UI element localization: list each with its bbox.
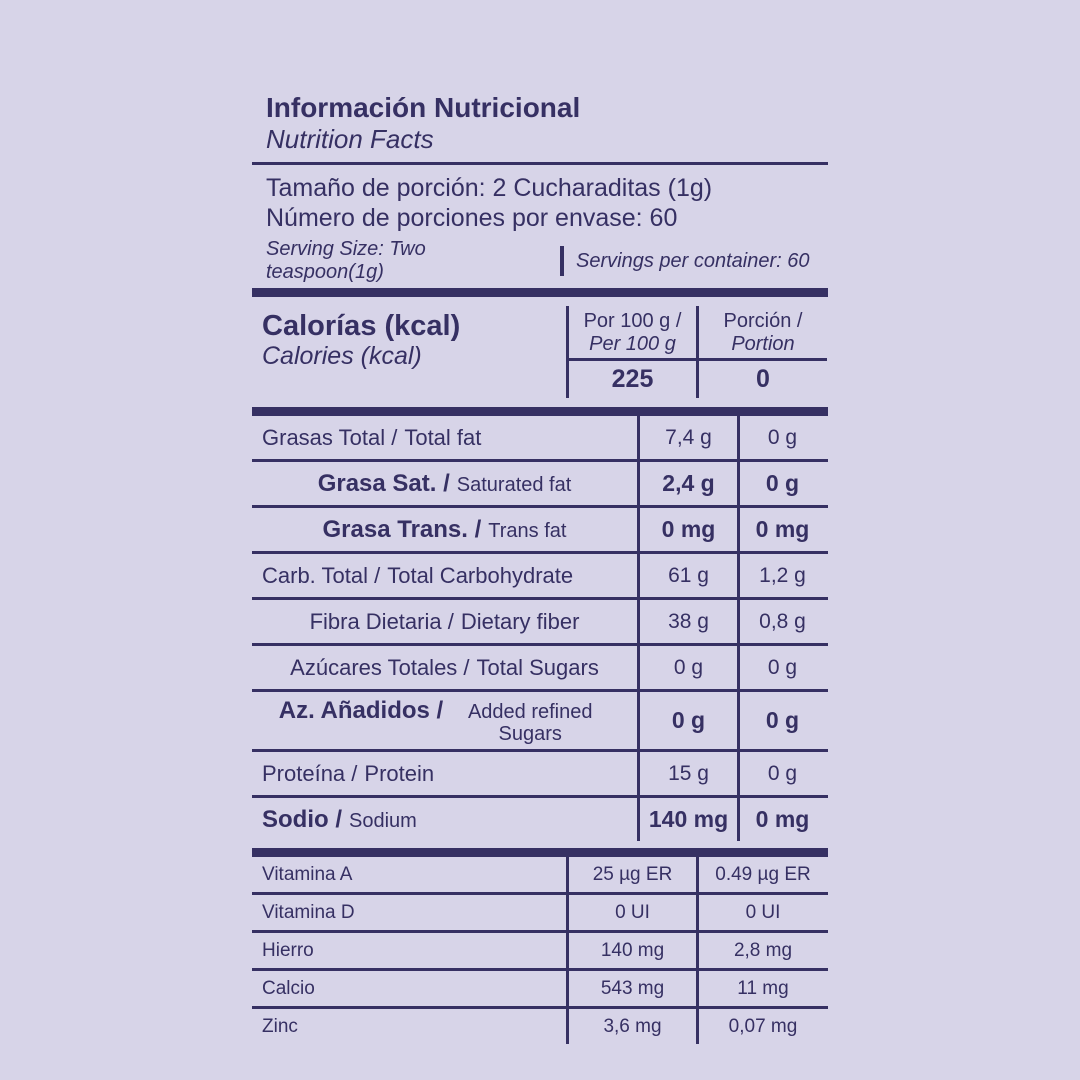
row-iron bbox=[252, 930, 828, 968]
value-per-100g: 15 g bbox=[637, 752, 737, 795]
section-bar bbox=[252, 407, 828, 416]
value-portion: 0 UI bbox=[696, 895, 827, 930]
micronutrient-label: Vitamina D bbox=[262, 901, 355, 923]
calories-label-en: Calories (kcal) bbox=[262, 342, 422, 370]
column-header-portion bbox=[699, 306, 827, 361]
column-header-per-100g-en: Per 100 g bbox=[589, 333, 676, 355]
micronutrient-label: Vitamina A bbox=[262, 863, 353, 885]
nutrient-label: Grasa Trans. / Trans fat bbox=[322, 515, 567, 543]
nutrients-table bbox=[252, 416, 828, 841]
section-bar bbox=[252, 848, 828, 857]
nutrient-label: Proteína / Protein bbox=[262, 760, 435, 786]
micronutrient-label: Zinc bbox=[262, 1015, 298, 1037]
row-total-sugars bbox=[252, 643, 828, 689]
value-per-100g: 0 g bbox=[637, 692, 737, 749]
value-per-100g: 140 mg bbox=[566, 933, 696, 968]
row-protein bbox=[252, 749, 828, 795]
calories-label bbox=[252, 297, 566, 407]
value-portion: 0 g bbox=[737, 752, 825, 795]
row-sodium bbox=[252, 795, 828, 841]
servings-per-container-en: Servings per container: 60 bbox=[576, 249, 810, 272]
row-vitamin-a bbox=[252, 857, 828, 892]
value-per-100g: 61 g bbox=[637, 554, 737, 597]
vertical-divider bbox=[560, 246, 564, 276]
value-portion: 0.49 µg ER bbox=[696, 857, 827, 892]
section-bar bbox=[252, 288, 828, 297]
calories-columns bbox=[566, 306, 827, 398]
value-portion: 0 g bbox=[737, 646, 825, 689]
value-portion: 0 g bbox=[737, 462, 825, 505]
calories-portion-value: 0 bbox=[756, 365, 770, 393]
value-per-100g: 7,4 g bbox=[637, 416, 737, 459]
nutrient-label: Carb. Total / Total Carbohydrate bbox=[262, 562, 574, 588]
nutrition-facts-label bbox=[252, 92, 828, 1044]
nutrient-label: Az. Añadidos / Added refined Sugars bbox=[278, 696, 593, 745]
title-spanish: Información Nutricional bbox=[266, 92, 581, 123]
value-portion: 11 mg bbox=[696, 971, 827, 1006]
title-english: Nutrition Facts bbox=[266, 124, 434, 154]
nutrient-label: Sodio / Sodium bbox=[262, 805, 417, 833]
micronutrient-label: Hierro bbox=[262, 939, 314, 961]
servings-per-container-es: Número de porciones por envase: 60 bbox=[266, 204, 678, 232]
value-portion: 0 mg bbox=[737, 508, 825, 551]
value-per-100g: 25 µg ER bbox=[566, 857, 696, 892]
label-header bbox=[252, 92, 828, 154]
value-portion: 0 g bbox=[737, 416, 825, 459]
value-per-100g: 0 UI bbox=[566, 895, 696, 930]
column-per-100g bbox=[566, 306, 696, 398]
value-per-100g: 0 mg bbox=[637, 508, 737, 551]
row-zinc bbox=[252, 1006, 828, 1044]
micronutrients-table bbox=[252, 857, 828, 1044]
row-saturated-fat bbox=[252, 459, 828, 505]
column-header-per-100g bbox=[569, 306, 696, 361]
row-total-fat bbox=[252, 416, 828, 459]
row-trans-fat bbox=[252, 505, 828, 551]
value-portion: 0 mg bbox=[737, 798, 825, 841]
value-per-100g: 2,4 g bbox=[637, 462, 737, 505]
value-portion: 1,2 g bbox=[737, 554, 825, 597]
row-dietary-fiber bbox=[252, 597, 828, 643]
value-per-100g: 140 mg bbox=[637, 798, 737, 841]
value-per-100g: 0 g bbox=[637, 646, 737, 689]
nutrient-label: Grasa Sat. / Saturated fat bbox=[317, 469, 572, 497]
value-portion: 0,07 mg bbox=[696, 1009, 827, 1044]
column-header-portion-es: Porción / bbox=[723, 310, 803, 332]
value-per-100g: 3,6 mg bbox=[566, 1009, 696, 1044]
micronutrient-label: Calcio bbox=[262, 977, 315, 999]
row-added-sugars bbox=[252, 689, 828, 749]
serving-info bbox=[252, 165, 828, 233]
nutrient-label: Azúcares Totales / Total Sugars bbox=[290, 654, 599, 680]
value-per-100g: 38 g bbox=[637, 600, 737, 643]
value-portion: 0 g bbox=[737, 692, 825, 749]
calories-per-100g-value: 225 bbox=[611, 365, 654, 393]
serving-size-en: Serving Size: Two teaspoon(1g) bbox=[266, 238, 426, 283]
nutrient-label: Fibra Dietaria / Dietary fiber bbox=[309, 608, 580, 634]
column-portion bbox=[696, 306, 827, 398]
nutrient-label: Grasas Total / Total fat bbox=[262, 424, 482, 450]
serving-size-es: Tamaño de porción: 2 Cucharaditas (1g) bbox=[266, 174, 713, 202]
column-header-per-100g-es: Por 100 g / bbox=[583, 310, 682, 332]
calories-label-es: Calorías (kcal) bbox=[262, 310, 461, 342]
value-portion: 0,8 g bbox=[737, 600, 825, 643]
row-vitamin-d bbox=[252, 892, 828, 930]
calories-section bbox=[252, 297, 828, 407]
value-per-100g: 543 mg bbox=[566, 971, 696, 1006]
value-portion: 2,8 mg bbox=[696, 933, 827, 968]
column-header-portion-en: Portion bbox=[731, 333, 795, 355]
serving-info-english bbox=[252, 238, 828, 283]
row-carbohydrate bbox=[252, 551, 828, 597]
row-calcium bbox=[252, 968, 828, 1006]
